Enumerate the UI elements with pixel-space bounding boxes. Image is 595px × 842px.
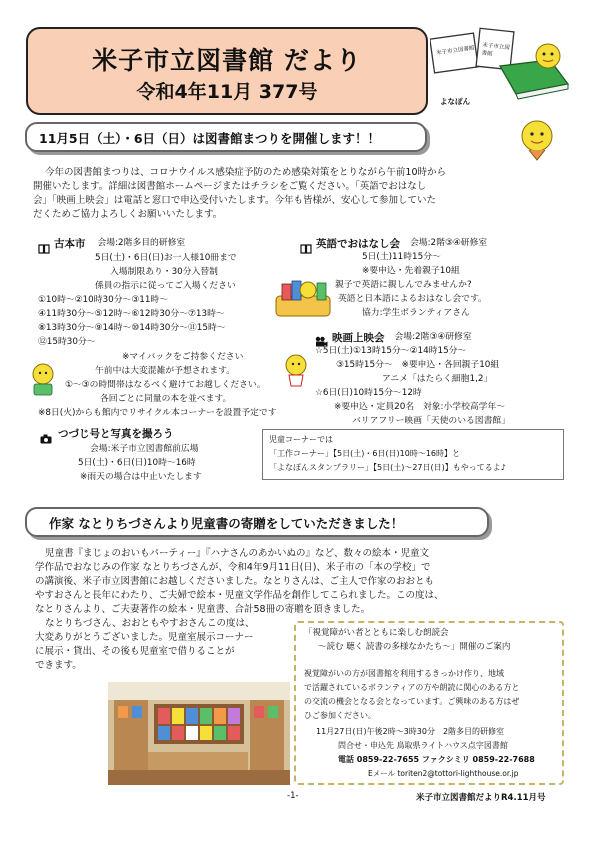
donation-thanks: なとりちづさん、おおともやすおさんこの度は、 大変ありがとうございました。児童室展示コーナー に展示・貸出、その後も児童室で借りることが できます。 <box>35 618 255 671</box>
reading-event-title: 「視覚障がい者とともに楽しむ朗読会 <box>304 628 449 638</box>
newsletter-title-box <box>26 27 428 115</box>
mascot-bag-illustration <box>30 362 56 396</box>
book-icon <box>38 239 50 249</box>
photo-section <box>40 426 174 441</box>
reading-event-subtitle: ～読む 聴く 読書の多様なかたち～」開催のご案内 <box>318 642 511 652</box>
footer-issue: 米子市立図書館だよりR4.11月号 <box>416 793 546 803</box>
movie-venue: 会場:2階③④研修室 <box>394 331 472 342</box>
page-number: -1- <box>287 791 299 801</box>
photo-title: つづじ号と写真を撮ろう <box>58 428 174 440</box>
film-camera-icon <box>315 332 328 343</box>
donation-paragraph: 児童書『まじょのおいもパーティー』『ハナさんのあかいぬの』など、数々の絵本・児童文 学作品でおなじみの作家 なとりちづさんが、令和4年9月11日(日)、米子市の「本の学校」で の講演後、米子市立図書館にお越しくださいました。なとりさんは、ご主人で作家のおおとも やすおさんと長年にわたり、ご夫婦で絵本・児童文学作品を創作してこられました。この度は、 なとりさんより、ご夫妻著作の絵本・児童書、合計58冊の寄贈を頂きました。 <box>35 548 444 615</box>
furuhon-title: 古本市 <box>54 238 86 250</box>
movie-title: 映画上映会 <box>332 332 385 344</box>
english-title: 英語でおはなし会 <box>316 238 400 250</box>
english-section <box>300 236 487 251</box>
mascot-label: よなぽん <box>440 97 470 106</box>
donation-heading: 作家 なとりちづさんより児童書の寄贈をしていただきました！ <box>49 516 404 531</box>
mascot-corner-illustration <box>515 114 560 162</box>
furuhon-venue: 会場:2階多目的研修室 <box>97 237 186 248</box>
books-basket-illustration <box>270 278 336 318</box>
furuhon-section <box>38 236 185 251</box>
english-venue: 会場:2階③④研修室 <box>410 237 488 248</box>
newsletter-title: 米子市立図書館 だより <box>92 46 362 75</box>
festival-heading: 11月5日（土）・6日（日）は図書館まつりを開催します！！ <box>39 131 381 146</box>
festival-heading-box <box>25 122 427 152</box>
mascot-illustration: 米子市立図書館 米子市立図書館 <box>430 26 570 106</box>
kids-corner-note: 児童コーナーでは 「工作コーナー」【5日(土)・6日(日)10時～16時】と 「よなぽんスタンプラリー」【5日(土)～27日(日)】もやってるよ♪ <box>262 429 564 480</box>
reading-event-box: 「視覚障がい者とともに楽しむ朗読会 ～読む 聴く 読書の多様なかたち～」開催のご案内 視覚障がいの方が図書館を利用するきっかけ作り、地域 で活躍されているボランティアの方や朗読に関心のある方と の交流の機会となる会となっています。ご興味のある方はぜ ひご参加ください。 11月27日(日)午後2時～3時30分 2階多目的研修室 問合せ・申込先 鳥取県ライトハウス点字図書館 電話 0859-22-7655 ファクシミリ 0859-22-7688 Eメール toriten2@tottori-lighthouse.or.jp <box>294 621 564 785</box>
donated-books-display-photo <box>108 682 290 785</box>
mascot-popcorn-illustration <box>283 353 309 387</box>
camera-icon <box>40 429 52 439</box>
movie-section <box>315 330 472 345</box>
book-icon <box>300 239 312 249</box>
festival-intro: 今年の図書館まつりは、コロナウイルス感染症予防のため感染対策をとりながら午前10時から 開催いたします。詳細は図書館ホームページまたはチラシをご覧ください。「英語でおはなし 会」「映画上映会」は電話と窓口で申込受付いたします。今年も皆様が、安心して参加していた だくためご協力よろしくお願いいたします。 <box>33 167 447 220</box>
issue-number: 令和4年11月 377号 <box>136 81 318 103</box>
donation-heading-box <box>25 507 489 537</box>
